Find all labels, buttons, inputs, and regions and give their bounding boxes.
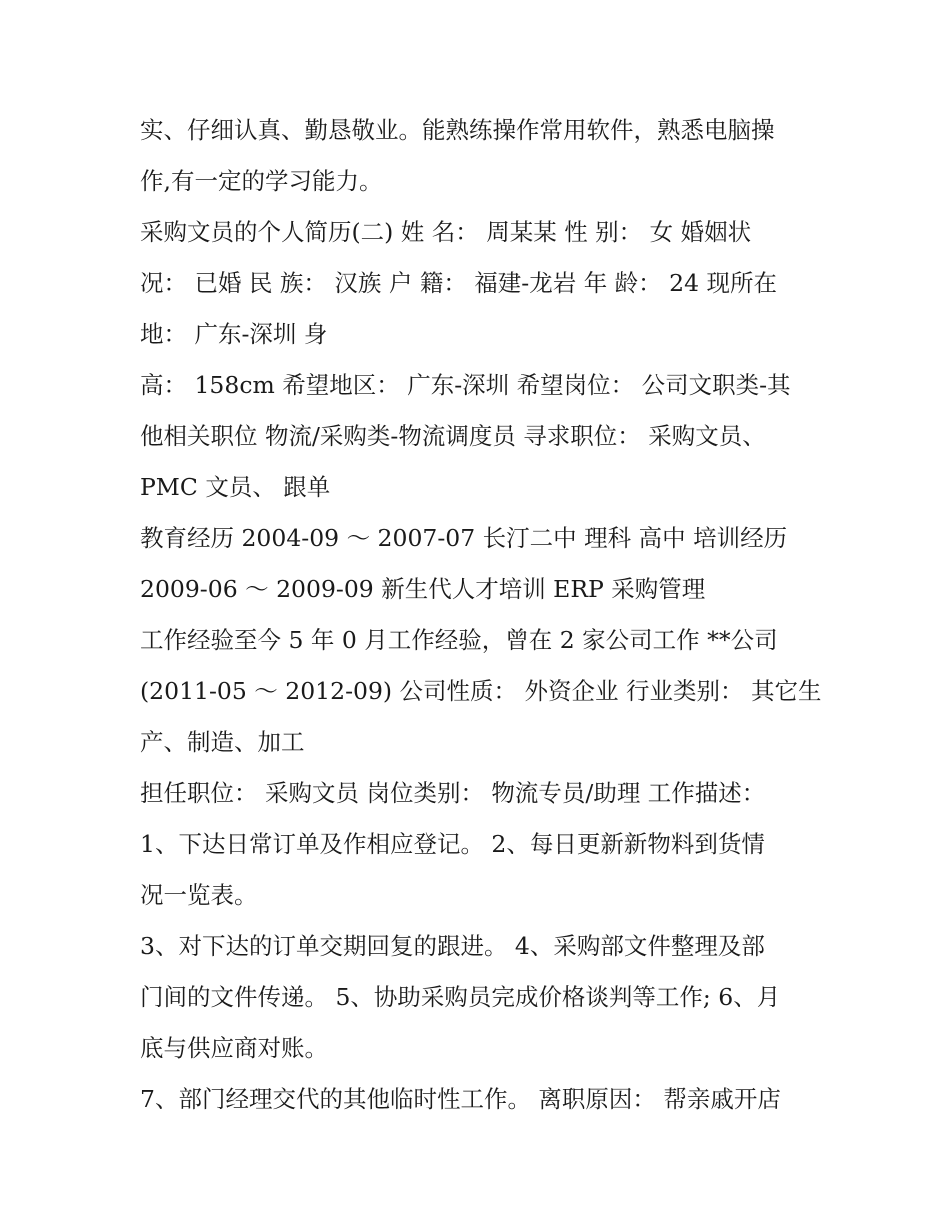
text-line: 底与供应商对账。 (140, 1034, 328, 1062)
text-line: 工作经验至今 5 年 0 月工作经验，曾在 2 家公司工作 **公司 (140, 626, 778, 654)
text-line: (2011-05 ～ 2012-09) 公司性质： 外资企业 行业类别： 其它生 (140, 677, 822, 705)
text-line: 2009-06 ～ 2009-09 新生代人才培训 ERP 采购管理 (140, 575, 706, 603)
text-line: 7、部门经理交代的其他临时性工作。 离职原因： 帮亲戚开店 (140, 1085, 781, 1113)
text-line: 况一览表。 (140, 881, 258, 909)
text-line: 教育经历 2004-09 ～ 2007-07 长汀二中 理科 高中 培训经历 (140, 524, 788, 552)
text-line: 采购文员的个人简历(二) 姓 名： 周某某 性 别： 女 婚姻状 (140, 218, 752, 246)
text-line: 况： 已婚 民 族： 汉族 户 籍： 福建-龙岩 年 龄： 24 现所在 (140, 269, 778, 297)
text-line: 产、制造、加工 (140, 728, 305, 756)
text-line: 地： 广东-深圳 身 (140, 320, 328, 348)
text-line: 担任职位： 采购文员 岗位类别： 物流专员/助理 工作描述： (140, 779, 766, 807)
text-line: 1、下达日常订单及作相应登记。 2、每日更新新物料到货情 (140, 830, 765, 858)
text-line: PMC 文员、 跟单 (140, 473, 331, 501)
text-line: 门间的文件传递。 5、协助采购员完成价格谈判等工作; 6、月 (140, 983, 781, 1011)
text-line: 3、对下达的订单交期回复的跟进。 4、采购部文件整理及部 (140, 932, 765, 960)
text-line: 他相关职位 物流/采购类-物流调度员 寻求职位： 采购文员、 (140, 422, 766, 450)
text-line: 作,有一定的学习能力。 (140, 167, 383, 195)
text-line: 高： 158cm 希望地区： 广东-深圳 希望岗位： 公司文职类-其 (140, 371, 791, 399)
resume-text-block (140, 105, 830, 1125)
text-line: 实、仔细认真、勤恳敬业。能熟练操作常用软件，熟悉电脑操 (140, 116, 775, 144)
